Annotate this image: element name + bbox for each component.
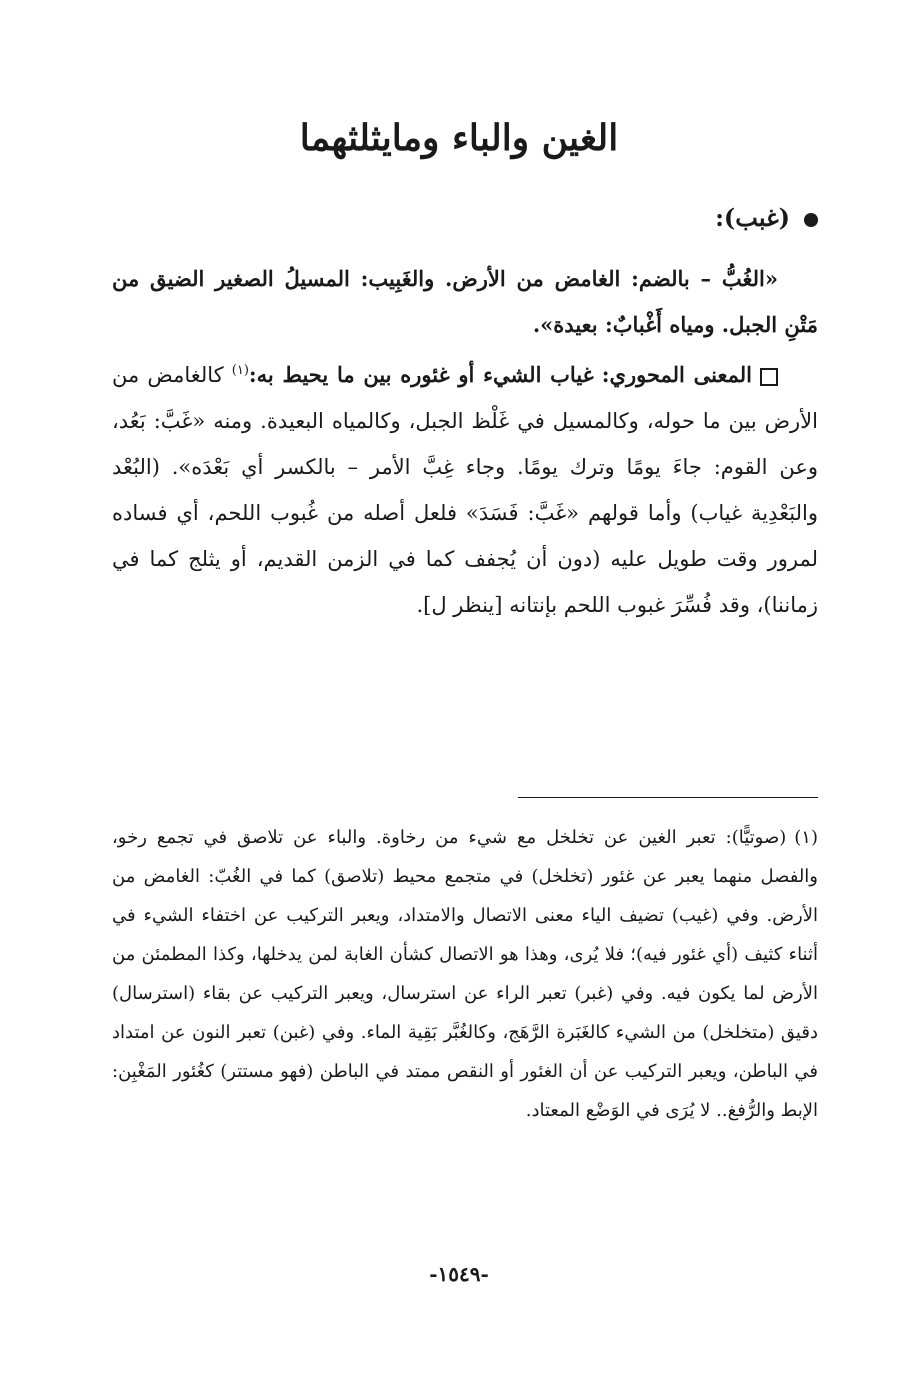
page-title: الغين والباء ومايثلثهما <box>299 117 619 159</box>
footnote-number: (١) <box>794 827 818 848</box>
footnote <box>112 818 818 1130</box>
main-text <box>112 256 818 628</box>
bullet-icon <box>804 213 818 227</box>
footnote-text: (صوتيًّا): تعبر الغين عن تخلخل مع شيء من رخاوة. والباء عن تلاصق في تجمع رخو، والفصل منهما يعبر عن غئور (تخلخل) في متجمع محيط (تلاصق) كما في الغُبّ: الغامض من الأرض. وفي (غيب) تضيف الياء معنى الاتصال والامتداد، ويعبر التركيب عن اختفاء الشيء في أثناء كثيف (أي غئور فيه)؛ فلا يُرى، وهذا هو الاتصال كشأن الغابة لمن يدخلها، وكذا المطمئن من الأرض لما يكون فيه. وفي (غبر) تعبر الراء عن استرسال، ويعبر التركيب عن بقاء (استرسال) دقيق (متخلخل) من الشيء كالغَبَرة الرَّهَج، وكالغُبَّر بَقِية الماء. وفي (غبن) تعبر النون عن امتداد في الباطن، ويعبر التركيب عن أن الغئور أو النقص ممتد في الباطن (فهو مستتر) كغُئور المَغْبِن: الإبط والرُّفغ.. لا يُرَى في الوَضْع المعتاد. <box>112 827 818 1121</box>
entry-root: (غبب): <box>715 203 790 232</box>
square-box-icon <box>760 368 778 386</box>
meaning-label: المعنى المحوري: <box>601 362 752 387</box>
meaning-rest: كالغامض من الأرض بين ما حوله، وكالمسيل في غَلْظ الجبل، وكالمياه البعيدة. ومنه «غَبَّ: بَعُد، وعن القوم: جاءَ يومًا وترك يومًا. وجاء غِبَّ الأمر – بالكسر أي بَعْدَه». (البُعْد والبَعْدِية غياب) وأما قولهم «غَبَّ: فَسَدَ» فلعل أصله من غُبوب اللحم، أي فساده لمرور وقت طويل عليه (دون أن يُجفف كما في الزمن القديم، أو يثلج كما في زماننا)، وقد فُسِّرَ غبوب اللحم بإنتانه [ينظر ل]. <box>112 363 818 617</box>
meaning-text: غياب الشيء أو غئوره بين ما يحيط به: <box>248 362 594 387</box>
definition-paragraph: «الغُبُّ – بالضم: الغامض من الأرض. والغَبِيب: المسيلُ الصغير الضيق من مَتْنِ الجبل. ومياه أَغْبابٌ: بعيدة». <box>112 266 818 337</box>
footnote-reference: (١) <box>231 363 249 378</box>
page-number: -١٥٤٩- <box>429 1262 489 1286</box>
meaning-paragraph <box>112 348 818 628</box>
entry-heading <box>715 196 818 240</box>
footnote-divider <box>518 797 818 798</box>
